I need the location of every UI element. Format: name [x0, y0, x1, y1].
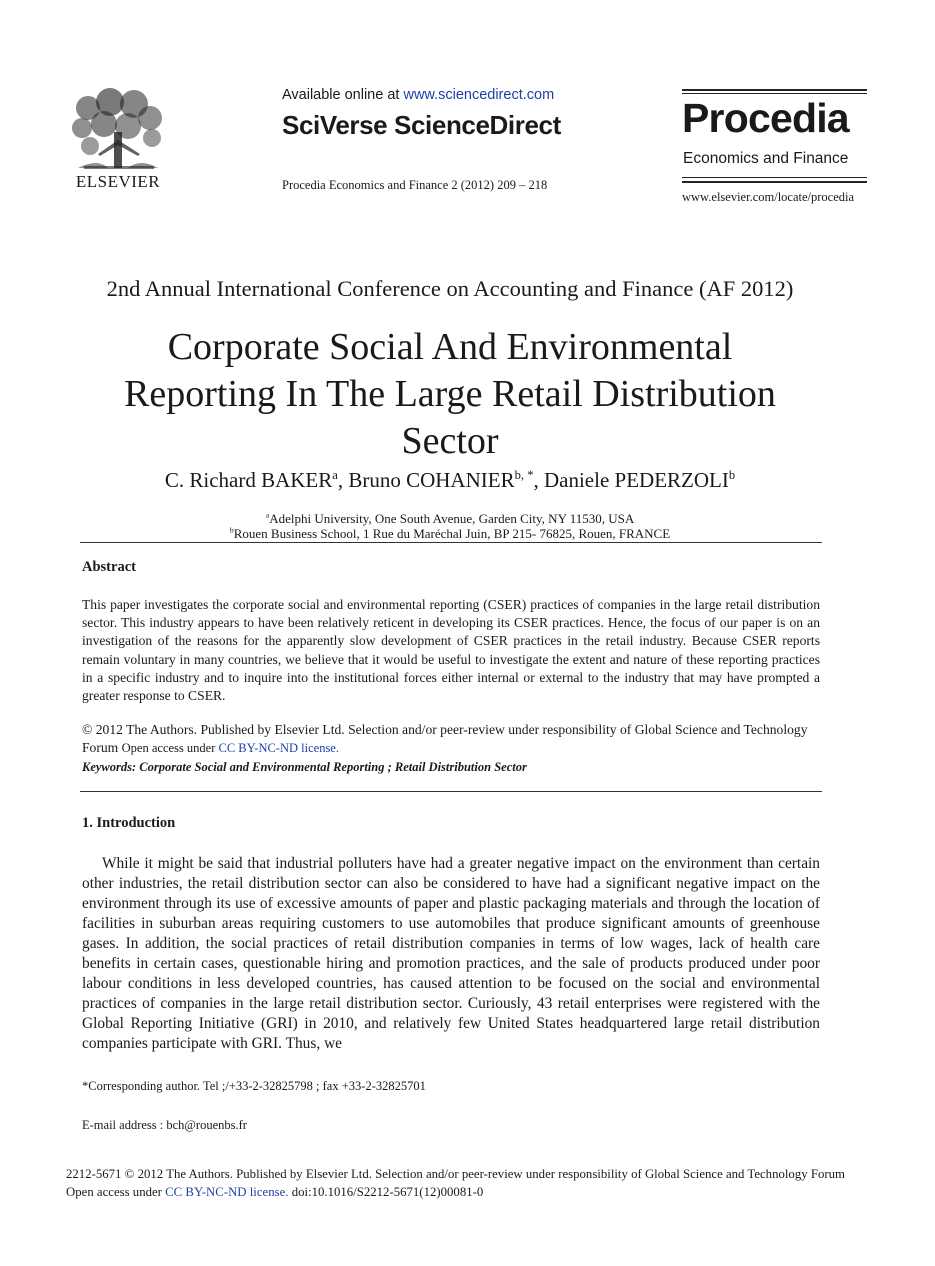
procedia-bottom-rule: [682, 181, 867, 183]
page-footer: [66, 1166, 876, 1201]
abstract-text: This paper investigates the corporate social and environmental reporting (CSER) practices of companies in the large retail distribution sector. This industry appears to have been relatively reticent in developing its CSER practices. Hence, the focus of our paper is on an investigation of the reasons for the apparently slow development of CSER practices in the retail industry. Because CSER reports remain voluntary in many countries, we believe that it would be useful to investigate the extent and nature of these reporting practices in a specific industry and to inquire into the institutional forces either internal or external to the industry that may have prompted a greater response to CSER.: [82, 597, 820, 704]
sciencedirect-link[interactable]: www.sciencedirect.com: [403, 87, 555, 103]
introduction-heading: 1. Introduction: [82, 815, 176, 831]
license-link[interactable]: CC BY-NC-ND license.: [218, 740, 339, 755]
procedia-subtitle: Economics and Finance: [683, 150, 849, 167]
doi: doi:10.1016/S2212-5671(12)00081-0: [291, 1184, 484, 1199]
footer-access-line: Open access under CC BY-NC-ND license. doi:10.1016/S2212-5671(12)00081-0: [66, 1184, 484, 1199]
sciverse-sciencedirect-logo: SciVerse ScienceDirect: [282, 110, 561, 140]
procedia-bottom-rule-thin: [682, 177, 867, 178]
introduction-text: While it might be said that industrial polluters have had a greater negative impact on the environment than certain other industries, the retail distribution sector can also be considered to have had a significant negative impact on the environment through its use of excessive amounts of paper and plastic packaging materials and through the location of facilities in suburban areas requiring customers to use automobiles that produce significant amounts of greenhouse gases. In addition, the social practices of retail distribution companies in terms of low wages, lack of health care benefits in certain cases, questionable hiring and promotion practices, and the sale of products produced under poor labour conditions in less developed countries, has caused attention to be focused on the social and environmental practices of companies in the large retail distribution sector. Curiously, 43 retail enterprises were registered with the Global Reporting Initiative (GRI) in 2010, and relatively few United States headquartered large retail distribution companies participate with GRI. Thus, we: [82, 855, 820, 1052]
author-name: C. Richard BAKER: [164, 468, 333, 492]
procedia-top-rule: [682, 89, 867, 91]
author-name: Daniele PEDERZOLI: [543, 468, 729, 492]
author-list: C. Richard BAKER$^a$, Bruno $COHANIER^{b, *}$, Daniele PEDERZOLI$^b$: [164, 468, 736, 492]
author-affiliation-mark: a: [332, 468, 338, 482]
article-title: Corporate Social And Environmental Reporting In The Large Retail Distribution Sector: [124, 326, 776, 462]
abstract-heading: Abstract: [82, 559, 136, 575]
copyright-notice: © 2012 The Authors. Published by Elsevier Ltd. Selection and/or peer-review under responsibility of Global Science and Technology Forum Open access under CC BY-NC-ND license.: [82, 722, 808, 755]
available-online-line: [282, 87, 554, 103]
author-affiliation-mark: b, *: [514, 468, 534, 482]
procedia-logo: Procedia: [682, 95, 849, 141]
available-prefix: Available online at: [282, 87, 404, 103]
divider: [80, 542, 822, 543]
affiliation-b: $^b$Rouen Business School, 1 Rue du Maréchal Juin, BP 215- 76825, Rouen, FRANCE: [229, 525, 671, 541]
divider: [80, 791, 822, 792]
footer-copyright: 2212-5671 © 2012 The Authors. Published by Elsevier Ltd. Selection and/or peer-review under responsibility of Global Science and Technology Forum: [66, 1167, 845, 1181]
footer-license-link[interactable]: CC BY-NC-ND license.: [165, 1184, 289, 1199]
procedia-top-rule-thin: [682, 93, 867, 94]
journal-url[interactable]: www.elsevier.com/locate/procedia: [682, 190, 855, 204]
affiliation-a: $^a$Adelphi University, One South Avenue, Garden City, NY 11530, USA: [265, 510, 635, 526]
journal-reference: Procedia Economics and Finance 2 (2012) 209 – 218: [282, 178, 548, 192]
author-name: Bruno COHANIER: [348, 468, 515, 492]
publisher-name: ELSEVIER: [75, 172, 161, 191]
corresponding-author-note: *Corresponding author. Tel ;/+33-2-32825798 ; fax +33-2-32825701: [82, 1079, 426, 1093]
conference-name: 2nd Annual International Conference on Accounting and Finance (AF 2012): [106, 276, 794, 301]
keywords: Keywords: Corporate Social and Environmental Reporting ; Retail Distribution Sector: [82, 760, 527, 774]
author-affiliation-mark: b: [728, 468, 736, 482]
email-note: E-mail address : bch@rouenbs.fr: [82, 1118, 247, 1132]
